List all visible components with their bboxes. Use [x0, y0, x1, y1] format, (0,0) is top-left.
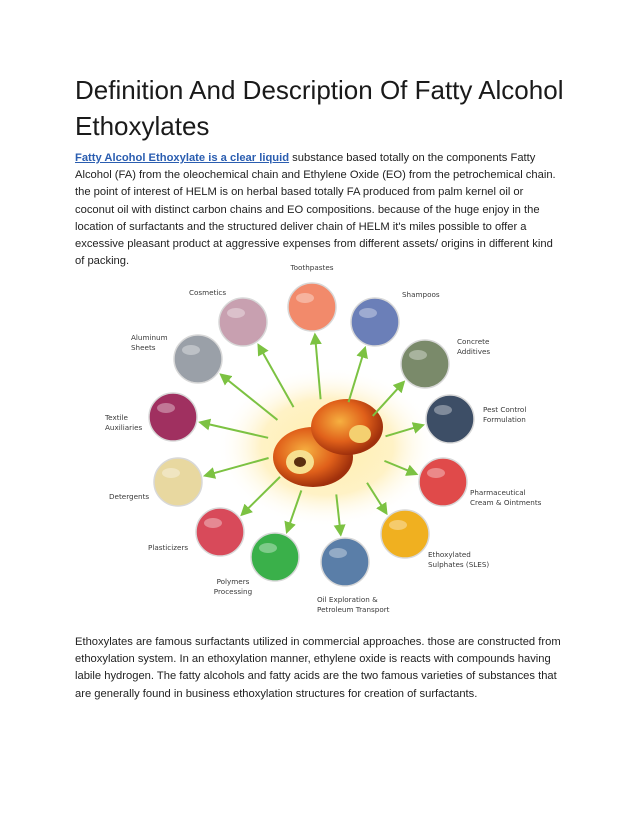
intro-link[interactable]: Fatty Alcohol Ethoxylate is a clear liquid [75, 152, 290, 164]
label-pharma: Pharmaceutical Cream & Ointments [470, 488, 542, 507]
label-plasticizers: Plasticizers [148, 543, 189, 552]
label-cosmetics: Cosmetics [189, 288, 227, 297]
node-highlight [389, 520, 407, 530]
node-image-sles [381, 510, 429, 558]
applications-diagram [95, 262, 555, 622]
node-highlight [157, 403, 175, 413]
node-image-cosmetics [219, 298, 267, 346]
label-shampoos: Shampoos [402, 290, 440, 299]
node-highlight [359, 308, 377, 318]
node-highlight [182, 345, 200, 355]
intro-text: substance based totally on the components Fatty Alcohol (FA) from the oleochemical chain and Ethylene Oxide (EO) from the petrochemical chain. the point of interest of HELM is on herbal based totally FA produced from palm kernel oil or coconut oil with distinct carbon chains and EO compositions. because of the huge enjoy in the location of surfactants and the structured deliver chain of HELM it's miles possible to offer a excessive pleasant product at aggressive expenses from different assets/ origins in different kind of packing. [75, 152, 556, 268]
node-cosmetics [219, 298, 267, 346]
label-concrete: Concrete Additives [457, 337, 491, 356]
node-sles [381, 510, 429, 558]
label-aluminum: Aluminum Sheets [131, 333, 168, 352]
node-oil [321, 538, 369, 586]
label-detergents: Detergents [109, 492, 150, 501]
node-image-plasticizers [196, 508, 244, 556]
node-highlight [162, 468, 180, 478]
node-textile [149, 393, 197, 441]
node-image-polymers [251, 533, 299, 581]
node-plasticizers [196, 508, 244, 556]
node-detergents [154, 458, 202, 506]
node-image-textile [149, 393, 197, 441]
node-highlight [409, 350, 427, 360]
node-highlight [329, 548, 347, 558]
node-image-detergents [154, 458, 202, 506]
label-pest: Pest Control Formulation [483, 405, 527, 424]
node-shampoos [351, 298, 399, 346]
node-pest [426, 395, 474, 443]
node-concrete [401, 340, 449, 388]
node-aluminum [174, 335, 222, 383]
node-polymers [251, 533, 299, 581]
node-highlight [434, 405, 452, 415]
node-image-concrete [401, 340, 449, 388]
label-toothpastes: Toothpastes [290, 263, 334, 272]
page-title: Definition And Description Of Fatty Alcohol Ethoxylates [75, 75, 564, 141]
node-highlight [204, 518, 222, 528]
label-oil: Oil Exploration & Petroleum Transport [317, 595, 390, 614]
node-image-toothpastes [288, 283, 336, 331]
node-highlight [259, 543, 277, 553]
node-image-shampoos [351, 298, 399, 346]
node-highlight [296, 293, 314, 303]
node-image-pharma [419, 458, 467, 506]
node-image-pest [426, 395, 474, 443]
intro-paragraph [75, 150, 565, 270]
label-sles: Ethoxylated Sulphates (SLES) [428, 550, 490, 569]
label-textile: Textile Auxiliaries [105, 413, 143, 432]
node-highlight [227, 308, 245, 318]
body-paragraph: Ethoxylates are famous surfactants utilized in commercial approaches. those are constructed from ethoxylation system. In an ethoxylation manner, ethylene oxide is reacts with compounds having labile hydrogen. The fatty alcohols and fatty acids are the two famous varieties of substances that are generally found in business ethoxylation structures for creation of surfactants. [75, 636, 561, 700]
label-polymers: Polymers Processing [213, 577, 253, 596]
node-toothpastes [288, 283, 336, 331]
node-highlight [427, 468, 445, 478]
node-pharma [419, 458, 467, 506]
node-image-oil [321, 538, 369, 586]
node-image-aluminum [174, 335, 222, 383]
